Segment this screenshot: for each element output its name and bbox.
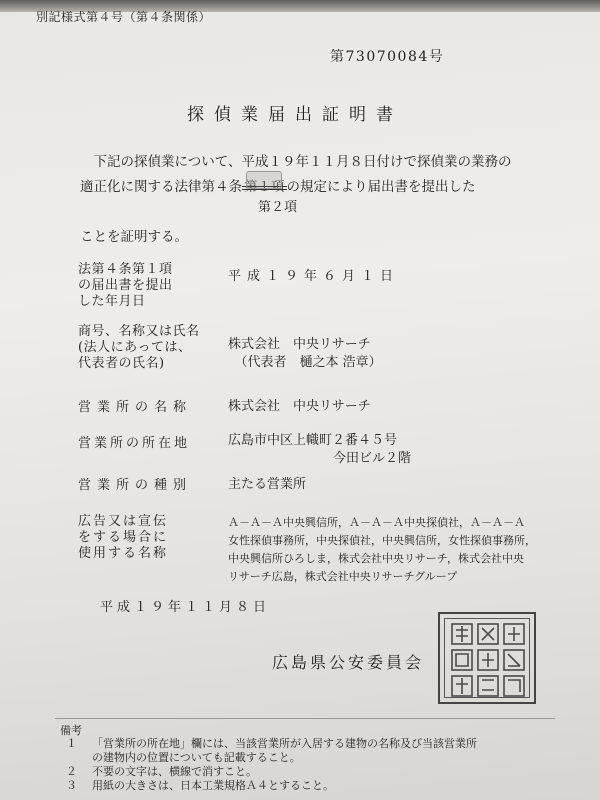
certificate-number: 第73070084号	[330, 49, 445, 65]
row-filing-date-value: 平成１９年６月１日	[228, 269, 400, 284]
label-line: の届出書を提出	[78, 278, 173, 293]
note-item	[66, 737, 586, 751]
body-line-2	[80, 175, 550, 200]
issuer-name: 広島県公安委員会	[272, 653, 425, 672]
notes-divider	[55, 718, 555, 719]
seal-glyphs	[440, 614, 534, 702]
value-line: 女性探偵事務所，中央探偵社，中央興信所，女性探偵事務所，	[228, 534, 536, 547]
body-line-2-before: 適正化に関する法律第４条	[80, 179, 242, 195]
form-number: 別記様式第４号（第４条関係）	[36, 10, 212, 24]
label-line: 使用する名称	[78, 546, 169, 561]
label-line: 代表者の氏名)	[78, 356, 165, 371]
correction-seal	[246, 171, 282, 189]
body-line-1-text: 下記の探偵業について、平成１９年１１月８日付けで探偵業の業務の	[93, 154, 512, 170]
row-office-type-label: 営業所の種別	[78, 478, 193, 493]
value-line: 広島市中区上幟町２番４５号	[228, 433, 398, 448]
value-line: （代表者 樋之本 浩章）	[228, 355, 382, 370]
note-continuation: の建物内の位置についても記載すること。	[92, 751, 301, 764]
label-line: をする場合に	[78, 530, 169, 545]
row-office-address-label: 営業所の所在地	[78, 436, 191, 451]
note-item	[66, 765, 586, 779]
label-line: (法人にあっては、	[78, 340, 192, 355]
official-seal	[438, 612, 536, 704]
body-line-1	[80, 150, 550, 175]
body-line-2-after: の規定により届出書を提出した	[286, 179, 476, 195]
label-line: した年月日	[78, 294, 146, 309]
certification-text	[80, 150, 550, 250]
row-business-name-value	[228, 336, 382, 372]
body-line-3: ことを証明する。	[80, 229, 188, 245]
row-filing-date-label	[78, 262, 173, 310]
value-line: 中央興信所ひろしま，株式会社中央リサーチ，株式会社中央	[228, 552, 525, 565]
document-title: 探偵業届出証明書	[187, 105, 403, 125]
notes-list	[66, 737, 586, 793]
note-number: ３	[66, 779, 77, 792]
note-text: 不要の文字は、横線で消すこと。	[92, 765, 257, 778]
label-line: 広告又は宣伝	[78, 514, 169, 529]
label-line: 商号、名称又は氏名	[78, 324, 200, 339]
note-item	[66, 779, 586, 793]
label-line: 法第４条第１項	[78, 262, 173, 277]
note-text: 「営業所の所在地」欄には、当該営業所が入居する建物の名称及び当該営業所	[92, 737, 477, 750]
row-business-name-label	[78, 324, 200, 372]
value-line: 今田ビル２階	[333, 451, 412, 466]
note-number: ２	[66, 765, 77, 778]
insertion-line-spacer	[80, 200, 550, 225]
value-line: Ａ－Ａ－Ａ中央興信所，Ａ－Ａ－Ａ中央探偵社，Ａ－Ａ－Ａ	[228, 516, 525, 529]
issue-date: 平成１９年１１月８日	[100, 600, 271, 615]
value-line: 株式会社 中央リサーチ	[228, 337, 371, 352]
notes-label: 備考	[60, 724, 82, 737]
row-office-address-value	[228, 432, 411, 468]
row-advertising-name-value	[228, 514, 536, 586]
note-text: 用紙の大きさは、日本工業規格Ａ４とすること。	[92, 779, 334, 792]
row-office-name-label: 営業所の名称	[78, 400, 193, 415]
note-number: １	[66, 737, 77, 750]
struck-text: 第１項	[242, 175, 287, 200]
inserted-correction: 第２項	[258, 200, 298, 215]
row-advertising-name-label	[78, 514, 168, 562]
row-office-type-value: 主たる営業所	[228, 477, 307, 492]
value-line: リサーチ広島，株式会社中央リサーチグループ	[228, 570, 458, 583]
row-office-name-value: 株式会社 中央リサーチ	[228, 399, 371, 414]
